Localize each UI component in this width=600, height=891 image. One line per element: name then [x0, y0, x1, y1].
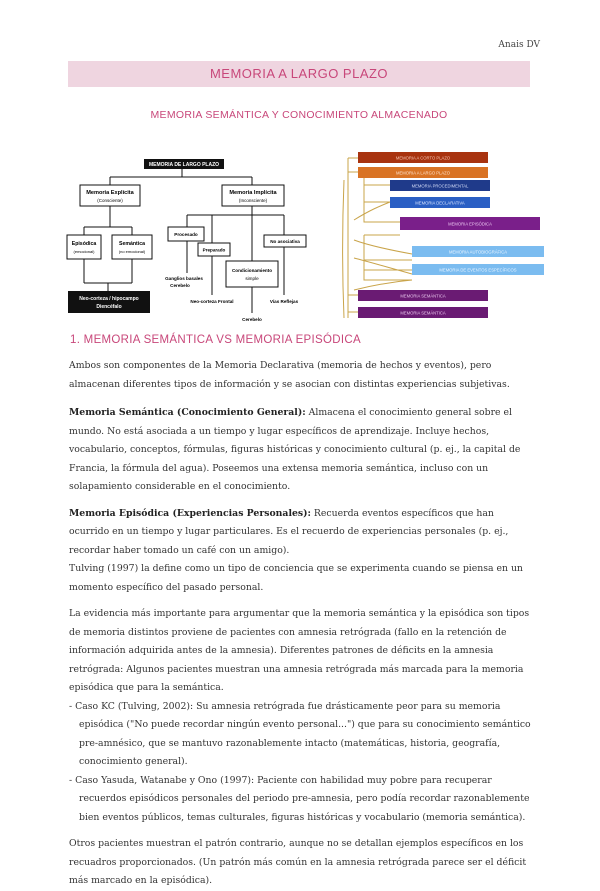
- semantic-paragraph: [69, 404, 534, 497]
- reflex-label: Vías Reflejas: [269, 299, 299, 304]
- body-text: [69, 357, 534, 891]
- explicit-sub: (Consciente): [97, 198, 123, 203]
- hierarchy-box-7: MEMORIA DE EVENTOS ESPECÍFICOS: [439, 267, 517, 273]
- episodic-paragraph: [69, 505, 534, 561]
- memory-taxonomy-diagram: [62, 155, 327, 330]
- semantic-text: Almacena el conocimiento general sobre el mundo. No está asociada a un tiempo y lugar específicos de aprendizaje. Incluye hechos, vocabulario, conceptos, fórmulas, figuras históricas y conocimiento cultural (p. ej., la capital de Francia, la fórmula del agua). Poseemos una extensa memoria semántica, incluso con un solapamiento considerable en el conocimiento.: [69, 407, 521, 492]
- neocortex-front-label: Neo-corteza Frontal: [190, 299, 234, 304]
- hierarchy-box-4: MEMORIA DECLARATIVA: [415, 200, 465, 206]
- page-title: MEMORIA A LARGO PLAZO: [209, 66, 389, 81]
- basal-label: Ganglios basales: [165, 276, 203, 281]
- implicit-sub: (Inconsciente): [238, 198, 268, 203]
- conditioning-label: Condicionamiento: [231, 268, 273, 273]
- procedural-label: Procesado: [174, 232, 198, 237]
- episodic-sub: (emocional): [73, 249, 95, 254]
- title-banner: [68, 61, 530, 87]
- tulving-paragraph: Tulving (1997) la define como un tipo de conciencia que se experimenta cuando se piensa en un momento específico del pasado personal.: [69, 563, 523, 593]
- semantic-sub: (no emocional): [118, 249, 146, 254]
- implicit-label: Memoria Implícita: [229, 190, 277, 196]
- episodic-label: Episódica: [71, 241, 97, 247]
- memory-hierarchy-diagram: [340, 150, 550, 328]
- preparation-label: Preparado: [202, 247, 226, 253]
- hierarchy-box-3: MEMORIA PROCEDIMENTAL: [411, 183, 469, 189]
- hierarchy-box-1: MEMORIA A CORTO PLAZO: [395, 155, 451, 161]
- hierarchy-box-5: MEMORIA EPISÓDICA: [448, 221, 492, 227]
- evidence-paragraph: La evidencia más importante para argumentar que la memoria semántica y la episódica son tipos de memoria distintos proviene de pacientes con amnesia retrógrada (fallo en la retención de información adquirida antes de la amnesia). Diferentes patrones de déficits en la amnesia retrógrada: Algunos pacientes muestran una amnesia retrógrada más marcada para la memoria episódica que para la semántica.: [69, 608, 530, 693]
- episodic-text: Recuerda eventos específicos que han ocurrido en un tiempo y lugar particulares. Es el recuerdo de experiencias personales (p. ej., recordar haber tomado un café con un amigo).: [69, 507, 509, 556]
- cerebellum-b-label: Cerebelo: [242, 317, 262, 322]
- nonassoc-label: No asociativa: [270, 239, 300, 244]
- hierarchy-box-6: MEMORIA AUTOBIOGRÁFICA: [448, 249, 508, 255]
- hierarchy-box-8: MEMORIA SEMÁNTICA: [400, 293, 446, 299]
- semantic-term: Memoria Semántica (Conocimiento General):: [69, 407, 306, 418]
- hierarchy-box-9: MEMORIA SEMÁNTICA: [400, 310, 446, 316]
- hierarchy-box-2: MEMORIA A LARGO PLAZO: [396, 170, 450, 176]
- episodic-term: Memoria Episódica (Experiencias Personales):: [69, 507, 311, 519]
- intro-paragraph: Ambos son componentes de la Memoria Declarativa (memoria de hechos y eventos), pero almacenan diferentes tipos de información y se asocian con distintas experiencias subjetivas.: [69, 360, 510, 390]
- others-paragraph: Otros pacientes muestran el patrón contrario, aunque no se detallan ejemplos específicos en los recuadros proporcionados. (Un patrón más común en la amnesia retrógrada parece ser el déficit más marcado en la episódica).: [69, 838, 527, 886]
- page-subtitle: MEMORIA SEMÁNTICA Y CONOCIMIENTO ALMACENADO: [150, 109, 448, 121]
- author-name: Anais DV: [498, 40, 540, 50]
- case-yasuda-item: - Caso Yasuda, Watanabe y Ono (1997): Paciente con habilidad muy pobre para recuperar recuerdos episódicos personales del periodo pre-amnesia, pero podía recordar razonablemente bien eventos públicos, temas culturales, figuras históricas y vocabulario (memoria semántica).: [69, 774, 530, 823]
- diagram-root: MEMORIA DE LARGO PLAZO: [148, 162, 220, 168]
- cerebellum-a-label: Cerebelo: [170, 283, 190, 288]
- diencephalon-label: Diencéfalo: [96, 304, 122, 310]
- semantic-label: Semántica: [119, 241, 145, 247]
- conditioning-sub: simple: [245, 276, 259, 281]
- explicit-label: Memoria Explícita: [86, 190, 134, 196]
- neocortex-hippo-label: Neo-corteza / hipocampo: [79, 296, 139, 302]
- case-kc-item: - Caso KC (Tulving, 2002): Su amnesia retrógrada fue drásticamente peor para su memoria episódica ("No puede recordar ningún evento personal...") que para su conocimiento semántico pre-amnésico, que se mantuvo razonablemente intacto (matemáticas, historia, geografía, conocimiento general).: [69, 700, 531, 767]
- section-heading: 1. MEMORIA SEMÁNTICA VS MEMORIA EPISÓDICA: [70, 334, 361, 346]
